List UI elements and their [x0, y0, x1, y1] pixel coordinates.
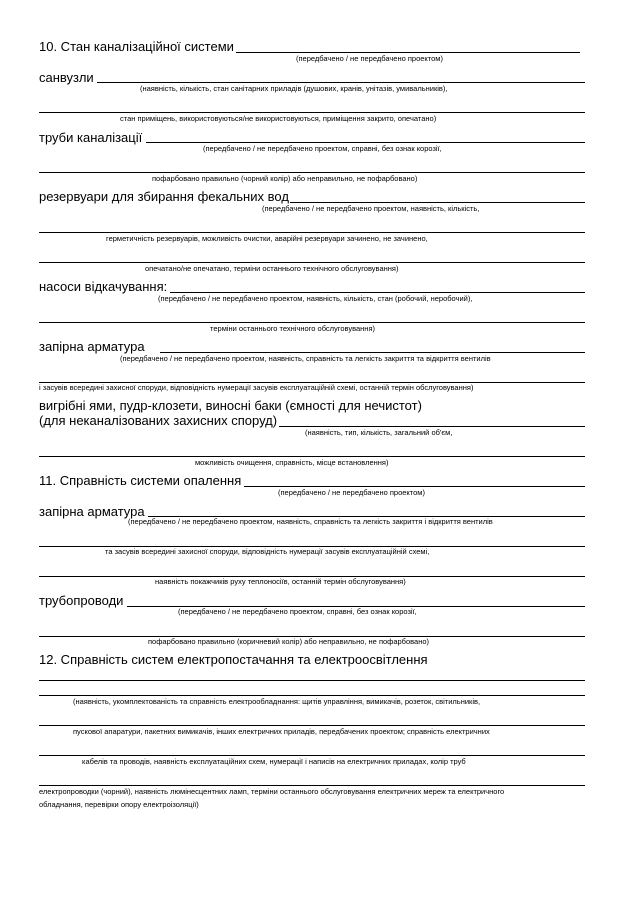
- s11-pipes-hint-2: пофарбовано правильно (коричневий колір) або неправильно, не пофарбовано): [148, 637, 430, 646]
- section-11-hint: (передбачено / не передбачено проектом): [278, 488, 425, 497]
- s11-valves-label: запірна арматура: [39, 504, 145, 519]
- s11-valves-hint-3: наявність покажчиків руху теплоносіїв, останній термін обслуговування): [155, 577, 406, 586]
- pits-label-1: вигрібні ями, пудр-клозети, виносні баки (ємності для нечистот): [39, 398, 422, 413]
- s10-valves-hint-1: (передбачено / не передбачено проектом, наявність, справність та легкість закриття та відкриття вентилів: [120, 354, 491, 363]
- pits-fill-line-1[interactable]: [279, 426, 585, 427]
- s11-pipes-label: трубопроводи: [39, 593, 124, 608]
- section-12-hint-2: пускової апаратури, пакетних вимикачів, інших електричних приладів, передбачених проектом; справність електричних: [73, 727, 490, 736]
- sanvuzly-fill-line-2[interactable]: [39, 112, 585, 113]
- pumps-label: насоси відкачування:: [39, 279, 168, 294]
- section-12-hint-5: обладнання, перевірки опору електроізоляції): [39, 800, 199, 809]
- pumps-hint-1: (передбачено / не передбачено проектом, наявність, кількість, стан (робочий, неробочий),: [158, 294, 473, 303]
- pumps-hint-2: терміни останнього технічного обслуговування): [210, 324, 376, 333]
- s10-valves-hint-2: і засувів всередині захисної споруди, відповідність нумерації засувів експлуатаційній схемі, останній термін обслуговування): [39, 383, 474, 392]
- s11-valves-hint-1: (передбачено / не передбачено проектом, наявність, справність та легкість закриття і відкриття вентилів: [128, 517, 493, 526]
- pumps-fill-line-2[interactable]: [39, 322, 585, 323]
- tanks-fill-line-3[interactable]: [39, 262, 585, 263]
- section-12-fill-line-2[interactable]: [39, 695, 585, 696]
- pits-hint-2: можливість очищення, справність, місце встановлення): [195, 458, 389, 467]
- s11-valves-hint-2: та засувів всередині захисної споруди, відповідність нумерації засувів експлуатаційній схемі,: [105, 547, 430, 556]
- section-10-hint: (передбачено / не передбачено проектом): [296, 54, 443, 63]
- section-11-title: 11. Справність системи опалення: [39, 473, 242, 488]
- pits-label-2: (для неканалізованих захисних споруд): [39, 413, 278, 428]
- section-12-hint-3: кабелів та проводів, наявність експлуатаційних схем, нумерації і написів на електричних приладах, колір труб: [82, 757, 466, 766]
- s10-valves-label: запірна арматура: [39, 339, 145, 354]
- s11-pipes-hint-1: (передбачено / не передбачено проектом, справні, без ознак корозії,: [178, 607, 417, 616]
- pipes-hint-2: пофарбовано правильно (чорний колір) або неправильно, не пофарбовано): [152, 174, 418, 183]
- pits-hint-1: (наявність, тип, кількість, загальний об'єм,: [305, 428, 453, 437]
- sanvuzly-hint-1: (наявність, кількість, стан санітарних приладів (душових, кранів, унітазів, умивальників),: [140, 84, 448, 93]
- pits-fill-line-2[interactable]: [39, 456, 585, 457]
- tanks-fill-line-1[interactable]: [290, 202, 585, 203]
- section-11-fill-line[interactable]: [244, 486, 585, 487]
- tanks-fill-line-2[interactable]: [39, 232, 585, 233]
- pumps-fill-line-1[interactable]: [170, 292, 585, 293]
- sanvuzly-hint-2: стан приміщень, використовуються/не використовуються, приміщення закрито, опечатано): [120, 114, 437, 123]
- pipes-fill-line-2[interactable]: [39, 172, 585, 173]
- sanvuzly-fill-line-1[interactable]: [97, 82, 585, 83]
- section-10-fill-line[interactable]: [236, 52, 580, 53]
- section-12-fill-line-5[interactable]: [39, 785, 585, 786]
- section-12-hint-1: (наявність, укомплектованість та справність електрообладнання: щитів управління, вимикачів, розеток, світильників,: [73, 697, 481, 706]
- tanks-hint-3: опечатано/не опечатано, терміни останнього технічного обслуговування): [145, 264, 399, 273]
- tanks-label: резервуари для збирання фекальних вод: [39, 189, 289, 204]
- tanks-hint-1: (передбачено / не передбачено проектом, наявність, кількість,: [262, 204, 480, 213]
- pipes-label: труби каналізації: [39, 130, 143, 145]
- sanvuzly-label: санвузли: [39, 70, 94, 85]
- pipes-hint-1: (передбачено / не передбачено проектом, справні, без ознак корозії,: [203, 144, 442, 153]
- section-10-title: 10. Стан каналізаційної системи: [39, 39, 234, 54]
- section-12-fill-line-1[interactable]: [39, 680, 585, 681]
- pipes-fill-line-1[interactable]: [146, 142, 585, 143]
- section-12-fill-line-3[interactable]: [39, 725, 585, 726]
- tanks-hint-2: герметичність резервуарів, можливість очистки, аварійні резервуари зачинено, не зачинено,: [106, 234, 428, 243]
- s10-valves-fill-line-1[interactable]: [160, 352, 585, 353]
- section-12-title: 12. Справність систем електропостачання та електроосвітлення: [39, 652, 428, 667]
- section-12-hint-4: електропроводки (чорний), наявність люмінесцентних ламп, терміни останнього обслуговування електричних мереж та електричного: [39, 787, 505, 796]
- section-12-fill-line-4[interactable]: [39, 755, 585, 756]
